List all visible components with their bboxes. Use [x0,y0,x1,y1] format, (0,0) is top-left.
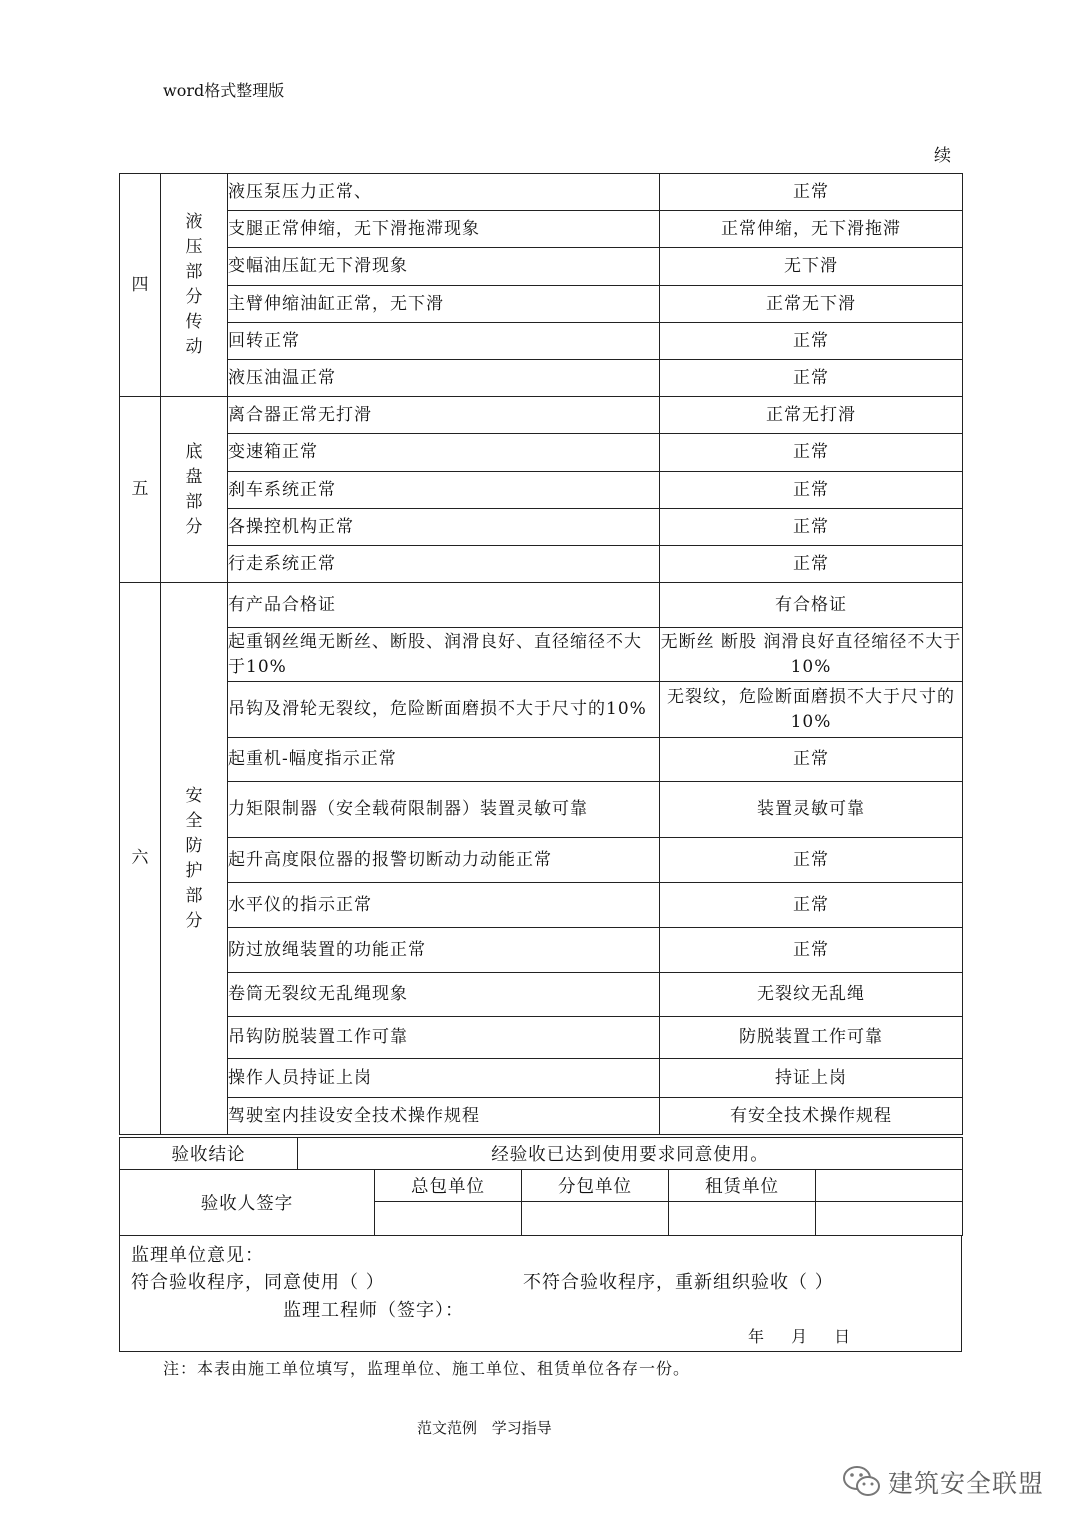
section-name [161,583,228,1135]
section-number: 五 [120,397,161,583]
disagree-option[interactable]: 不符合验收程序，重新组织验收（ ） [523,1272,834,1293]
table-row [120,682,963,738]
signature-label: 验收人签字 [120,1170,375,1236]
inspection-item: 起重钢丝绳无断丝、断股、润滑良好、直径缩径不大于10% [228,628,660,682]
inspection-result[interactable]: 正常 [660,434,963,472]
inspection-result[interactable]: 正常 [660,323,963,360]
inspection-result[interactable]: 正常无打滑 [660,397,963,434]
inspection-item: 吊钩防脱装置工作可靠 [228,1017,660,1059]
inspection-result[interactable]: 有安全技术操作规程 [660,1098,963,1135]
section-name-text: 液压部分传动 [185,212,203,357]
table-row [120,360,963,397]
inspection-result[interactable]: 无断丝 断股 润滑良好直径缩径不大于10% [660,628,963,682]
inspection-item: 吊钩及滑轮无裂纹，危险断面磨损不大于尺寸的10% [228,682,660,738]
table-row [120,838,963,883]
table-row [120,434,963,472]
inspection-item: 回转正常 [228,323,660,360]
inspection-item: 变速箱正常 [228,434,660,472]
section-name-text: 安全防护部分 [185,785,203,931]
table-row [120,1017,963,1059]
signature-date: 年 月 日 [748,1327,852,1346]
continued-mark: 续 [934,146,951,166]
inspection-result[interactable]: 有合格证 [660,583,963,628]
table-row [120,973,963,1017]
inspection-result[interactable]: 无裂纹，危险断面磨损不大于尺寸的10% [660,682,963,738]
section-name [161,174,228,397]
table-row [120,1098,963,1135]
inspection-item: 行走系统正常 [228,546,660,583]
inspection-item: 水平仪的指示正常 [228,883,660,928]
inspection-item: 刹车系统正常 [228,472,660,509]
table-row [120,509,963,546]
inspection-result[interactable]: 正常 [660,360,963,397]
section-number: 六 [120,583,161,1135]
inspection-item: 离合器正常无打滑 [228,397,660,434]
unit-blank-cell [816,1170,963,1202]
inspection-result[interactable]: 正常 [660,472,963,509]
table-row [120,397,963,434]
unit-general-contractor: 总包单位 [375,1170,522,1202]
inspection-result[interactable]: 持证上岗 [660,1059,963,1098]
supervision-opinion [119,1235,962,1352]
conclusion-text: 经验收已达到使用要求同意使用。 [298,1138,963,1170]
table-row [120,286,963,323]
inspection-item: 有产品合格证 [228,583,660,628]
inspection-result[interactable]: 正常 [660,174,963,211]
inspection-result[interactable]: 防脱装置工作可靠 [660,1017,963,1059]
table-row [120,174,963,211]
section-number: 四 [120,174,161,397]
inspection-item: 起重机-幅度指示正常 [228,738,660,782]
signature-cell-leasing[interactable] [669,1202,816,1236]
inspection-item: 防过放绳装置的功能正常 [228,928,660,973]
inspection-table [119,173,963,1135]
inspection-result[interactable]: 无下滑 [660,248,963,286]
unit-leasing: 租赁单位 [669,1170,816,1202]
inspection-result[interactable]: 正常 [660,546,963,583]
table-row [120,546,963,583]
table-row [120,928,963,973]
page-footer: 范文范例 学习指导 [417,1419,552,1437]
engineer-signature: 监理工程师（签字）： [283,1300,464,1321]
inspection-item: 起升高度限位器的报警切断动力动能正常 [228,838,660,883]
section-name [161,397,228,583]
table-row [120,628,963,682]
inspection-result[interactable]: 装置灵敏可靠 [660,782,963,838]
wechat-icon [842,1464,882,1500]
inspection-result[interactable]: 无裂纹无乱绳 [660,973,963,1017]
header-text: word格式整理版 [163,81,285,100]
unit-subcontractor: 分包单位 [522,1170,669,1202]
inspection-result[interactable]: 正常 [660,928,963,973]
inspection-item: 操作人员持证上岗 [228,1059,660,1098]
table-note: 注：本表由施工单位填写，监理单位、施工单位、租赁单位各存一份。 [163,1359,691,1378]
inspection-item: 液压泵压力正常、 [228,174,660,211]
inspection-item: 支腿正常伸缩，无下滑拖滞现象 [228,211,660,248]
watermark [842,1462,1044,1502]
table-row [120,211,963,248]
table-row [120,248,963,286]
inspection-result[interactable]: 正常 [660,509,963,546]
table-row [120,782,963,838]
table-row [120,738,963,782]
inspection-item: 各操控机构正常 [228,509,660,546]
inspection-item: 液压油温正常 [228,360,660,397]
inspection-result[interactable]: 正常 [660,838,963,883]
section-name-text: 底盘部分 [185,441,203,537]
inspection-item: 力矩限制器（安全载荷限制器）装置灵敏可靠 [228,782,660,838]
inspection-result[interactable]: 正常无下滑 [660,286,963,323]
signature-cell-sub[interactable] [522,1202,669,1236]
table-row [120,583,963,628]
inspection-item: 主臂伸缩油缸正常，无下滑 [228,286,660,323]
table-row [120,1059,963,1098]
inspection-result[interactable]: 正常 [660,738,963,782]
supervision-title: 监理单位意见： [131,1245,264,1266]
conclusion-label: 验收结论 [120,1138,298,1170]
signature-cell-blank [816,1202,963,1236]
watermark-text: 建筑安全联盟 [888,1469,1045,1498]
table-row [120,472,963,509]
table-row [120,323,963,360]
inspection-item: 驾驶室内挂设安全技术操作规程 [228,1098,660,1135]
inspection-item: 卷筒无裂纹无乱绳现象 [228,973,660,1017]
signature-cell-general[interactable] [375,1202,522,1236]
agree-option[interactable]: 符合验收程序，同意使用（ ） [131,1272,385,1293]
table-row [120,883,963,928]
acceptance-table [119,1137,963,1236]
inspection-item: 变幅油压缸无下滑现象 [228,248,660,286]
inspection-result[interactable]: 正常 [660,883,963,928]
inspection-result[interactable]: 正常伸缩，无下滑拖滞 [660,211,963,248]
